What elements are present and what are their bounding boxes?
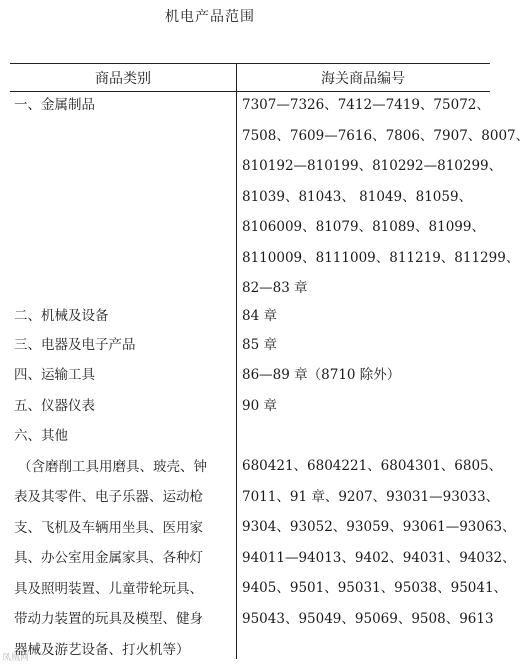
row-6-code-line-1: 680421、6804221、6804301、6805、 — [242, 458, 503, 474]
row-6-code-line-5: 9405、9501、95031、95038、95041、 — [242, 580, 508, 596]
row-3-category — [14, 330, 136, 361]
row-6-code-line-6: 95043、95049、95069、9508、9613 — [242, 610, 494, 627]
table-top-rule — [10, 63, 490, 64]
header-category: 商品类别 — [95, 71, 151, 87]
row-3-codes — [242, 330, 277, 361]
row-1-code-line-1: 7307—7326、7412—7419、75072、 — [242, 97, 490, 113]
header-code: 海关商品编号 — [321, 71, 405, 87]
row-1-code-line-3: 810192—810199、810292—810299、 — [242, 158, 503, 174]
row-6-category-line-3: 表及其零件、电子乐器、运动枪 — [14, 489, 203, 505]
row-1-code-line-4: 81039、81043、 81049、81059、 — [242, 188, 473, 205]
page-title: 机电产品范围 — [165, 9, 255, 25]
row-2-codes — [242, 301, 277, 332]
row-6-code-line-3: 9304、93052、93059、93061—93063、 — [242, 519, 516, 535]
row-6-code-line-2: 7011、91 章、9207、93031—93033、 — [242, 488, 500, 505]
row-6-category-line-7: 带动力装置的玩具及模型、健身 — [14, 611, 203, 627]
row-6-category-line-1: 六、其他 — [14, 428, 68, 444]
row-1-category — [14, 90, 95, 121]
row-4-category-line-1: 四、运输工具 — [14, 367, 95, 383]
row-6-category-line-8: 器械及游艺设备、打火机等） — [14, 641, 190, 658]
row-5-code-line-1: 90 章 — [242, 398, 277, 414]
row-3-code-line-1: 85 章 — [242, 337, 277, 353]
row-1-category-line-1: 一、金属制品 — [14, 97, 95, 113]
row-6-category-line-5: 具、办公室用金属家具、各种灯 — [14, 550, 203, 566]
row-6-category-line-4: 支、飞机及车辆用坐具、医用家 — [14, 519, 203, 536]
row-4-code-line-1: 86—89 章（8710 除外） — [242, 367, 401, 383]
row-2-category-line-1: 二、机械及设备 — [14, 308, 109, 324]
row-5-category-line-1: 五、仪器仪表 — [14, 398, 95, 414]
row-2-code-line-1: 84 章 — [242, 308, 277, 324]
watermark: 凤凰网 — [2, 653, 30, 663]
row-4-codes — [242, 360, 400, 391]
row-4-category — [14, 360, 95, 391]
row-6-code-line-4: 94011—94013、9402、94031、94032、 — [242, 549, 516, 566]
row-1-code-line-6: 8110009、8111009、811219、811299、 — [242, 249, 520, 266]
table-column-divider — [236, 63, 237, 659]
row-1-codes — [242, 90, 529, 304]
row-6-category-line-2: （含磨削工具用磨具、玻壳、钟 — [18, 458, 207, 475]
row-1-code-line-5: 8106009、81079、81089、81099、 — [242, 219, 485, 235]
row-2-category — [14, 301, 109, 332]
row-6-category-line-6: 具及照明装置、儿童带轮玩具、 — [14, 580, 203, 597]
row-6-category — [14, 421, 207, 665]
row-5-codes — [242, 391, 277, 422]
row-5-category — [14, 391, 95, 422]
row-6-codes — [242, 451, 516, 634]
row-3-category-line-1: 三、电器及电子产品 — [14, 337, 136, 353]
row-1-code-line-2: 7508、7609—7616、7806、7907、8007、 — [242, 127, 529, 144]
row-1-code-line-7: 82—83 章 — [242, 280, 308, 296]
